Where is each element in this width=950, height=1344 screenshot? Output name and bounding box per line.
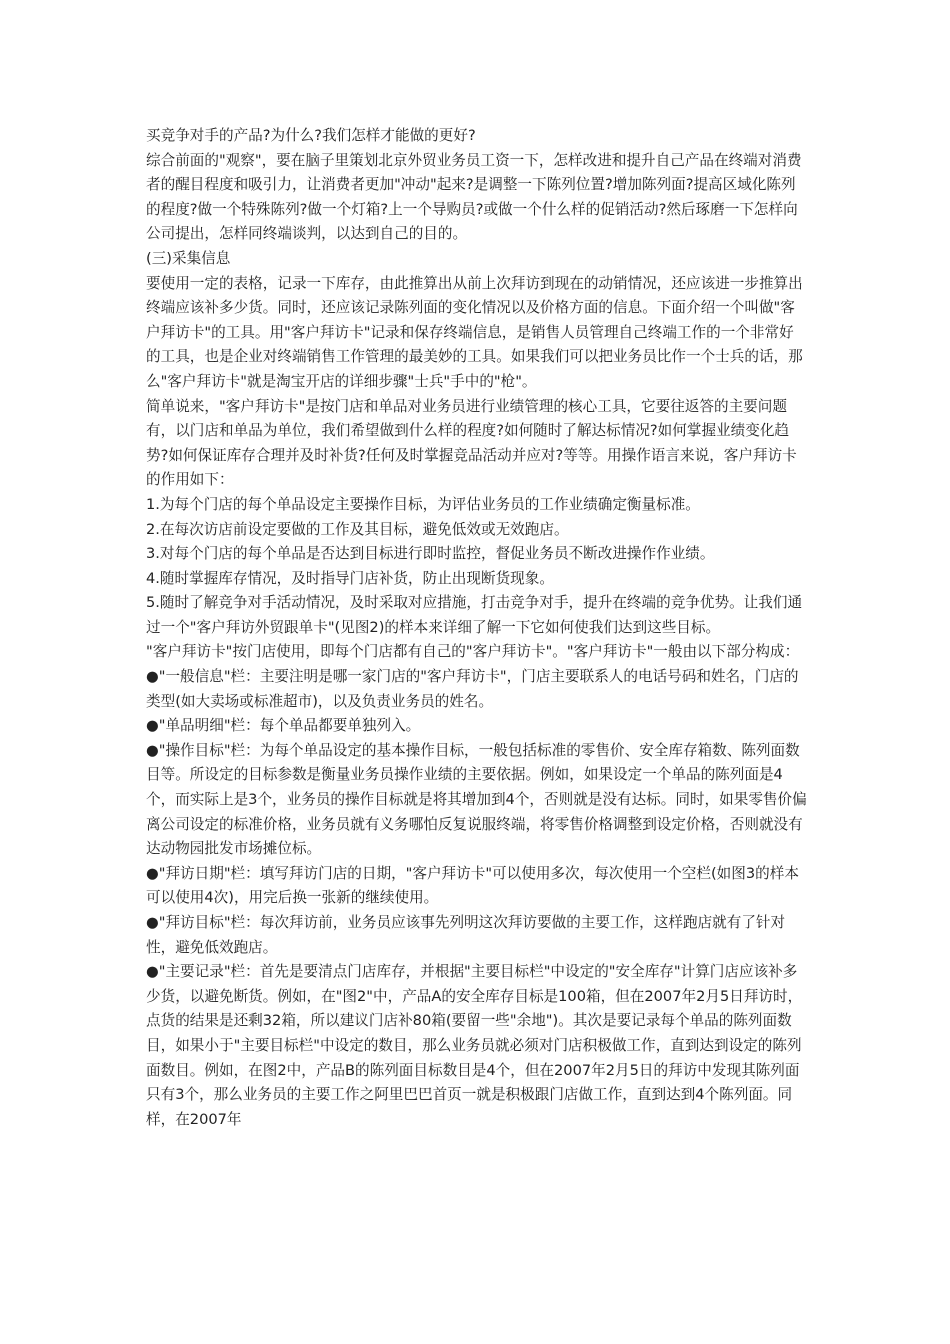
bullet-visit-date: ●"拜访日期"栏：填写拜访门店的日期，"客户拜访卡"可以使用多次，每次使用一个空栏(如图3的样本可以使用4次)，用完后换一张新的继续使用。 [146,864,799,907]
bullet-visit-target: ●"拜访目标"栏：每次拜访前，业务员应该事先列明这次拜访要做的主要工作，这样跑店就有了针对性，避免低效跑店。 [146,914,786,956]
document-body [146,124,808,1132]
list-item-2: 2.在每次访店前设定要做的工作及其目标，避免低效或无效跑店。 [146,520,569,538]
paragraph-5: "客户拜访卡"按门店使用，即每个门店都有自己的"客户拜访卡"。"客户拜访卡"一般由以下部分构成： [146,643,800,661]
list-item-4: 4.随时掌握库存情况，及时指导门店补货，防止出现断货现象。 [146,569,554,587]
bullet-item-detail: ●"单品明细"栏：每个单品都要单独列入。 [146,717,421,735]
paragraph-2: 综合前面的"观察"，要在脑子里策划北京外贸业务员工资一下，怎样改进和提升自己产品在终端对消费者的醒目程度和吸引力，让消费者更加"冲动"起来?是调整一下陈列位置?增加陈列面?提高区域化陈列的程度?做一个特殊陈列?做一个灯箱?上一个导购员?或做一个什么样的促销活动?然后琢磨一下怎样向公司提出，怎样同终端谈判，以达到自己的目的。 [146,151,802,243]
list-item-1: 1.为每个门店的每个单品设定主要操作目标，为评估业务员的工作业绩确定衡量标准。 [146,495,700,513]
paragraph-3: 要使用一定的表格，记录一下库存，由此推算出从前上次拜访到现在的动销情况，还应该进一步推算出终端应该补多少货。同时，还应该记录陈列面的变化情况以及价格方面的信息。下面介绍一个叫做"客户拜访卡"的工具。用"客户拜访卡"记录和保存终端信息，是销售人员管理自己终端工作的一个非常好的工具，也是企业对终端销售工作管理的最美妙的工具。如果我们可以把业务员比作一个士兵的话，那么"客户拜访卡"就是淘宝开店的详细步骤"士兵"手中的"枪"。 [146,274,803,390]
bullet-main-record: ●"主要记录"栏：首先是要清点门店库存，并根据"主要目标栏"中设定的"安全库存"计算门店应该补多少货，以避免断货。例如，在"图2"中，产品A的安全库存目标是100箱，但在2007年2月5日拜访时，点货的结果是还剩32箱，所以建议门店补80箱(要留一些"余地")。其次是要记录每个单品的陈列面数目，如果小于"主要目标栏"中设定的数目，那么业务员就必须对门店积极做工作，直到达到设定的陈列面数目。例如，在图2中，产品B的陈列面目标数目是4个，但在2007年2月5日的拜访中发现其陈列面只有3个，那么业务员的主要工作之阿里巴巴首页一就是积极跟门店做工作，直到达到4个陈列面。同样，在2007年 [146,963,803,1128]
bullet-general-info: ●"一般信息"栏：主要注明是哪一家门店的"客户拜访卡"，门店主要联系人的电话号码和姓名，门店的类型(如大卖场或标准超市)，以及负责业务员的姓名。 [146,668,799,710]
section-heading: (三)采集信息 [146,249,231,267]
paragraph-1: 买竞争对手的产品?为什么?我们怎样才能做的更好? [146,127,476,144]
paragraph-4: 简单说来，"客户拜访卡"是按门店和单品对业务员进行业绩管理的核心工具，它要往返答的主要问题有，以门店和单品为单位，我们希望做到什么样的程度?如何随时了解达标情况?如何掌握业绩变化趋势?如何保证库存合理并及时补货?任何及时掌握竞品活动并应对?等等。用操作语言来说，客户拜访卡的作用如下： [146,397,797,489]
bullet-operation-target: ●"操作目标"栏：为每个单品设定的基本操作目标，一般包括标准的零售价、安全库存箱数、陈列面数目等。所设定的目标参数是衡量业务员操作业绩的主要依据。例如，如果设定一个单品的陈列面是4个，而实际上是3个，业务员的操作目标就是将其增加到4个，否则就是没有达标。同时，如果零售价偏离公司设定的标准价格，业务员就有义务哪怕反复说服终端，将零售价格调整到设定价格，否则就没有达动物园批发市场摊位标。 [146,741,807,858]
list-item-5: 5.随时了解竞争对手活动情况，及时采取对应措施，打击竞争对手，提升在终端的竞争优势。让我们通过一个"客户拜访外贸跟单卡"(见图2)的样本来详细了解一下它如何使我们达到这些目标。 [146,594,803,636]
list-item-3: 3.对每个门店的每个单品是否达到目标进行即时监控，督促业务员不断改进操作作业绩。 [146,545,715,563]
